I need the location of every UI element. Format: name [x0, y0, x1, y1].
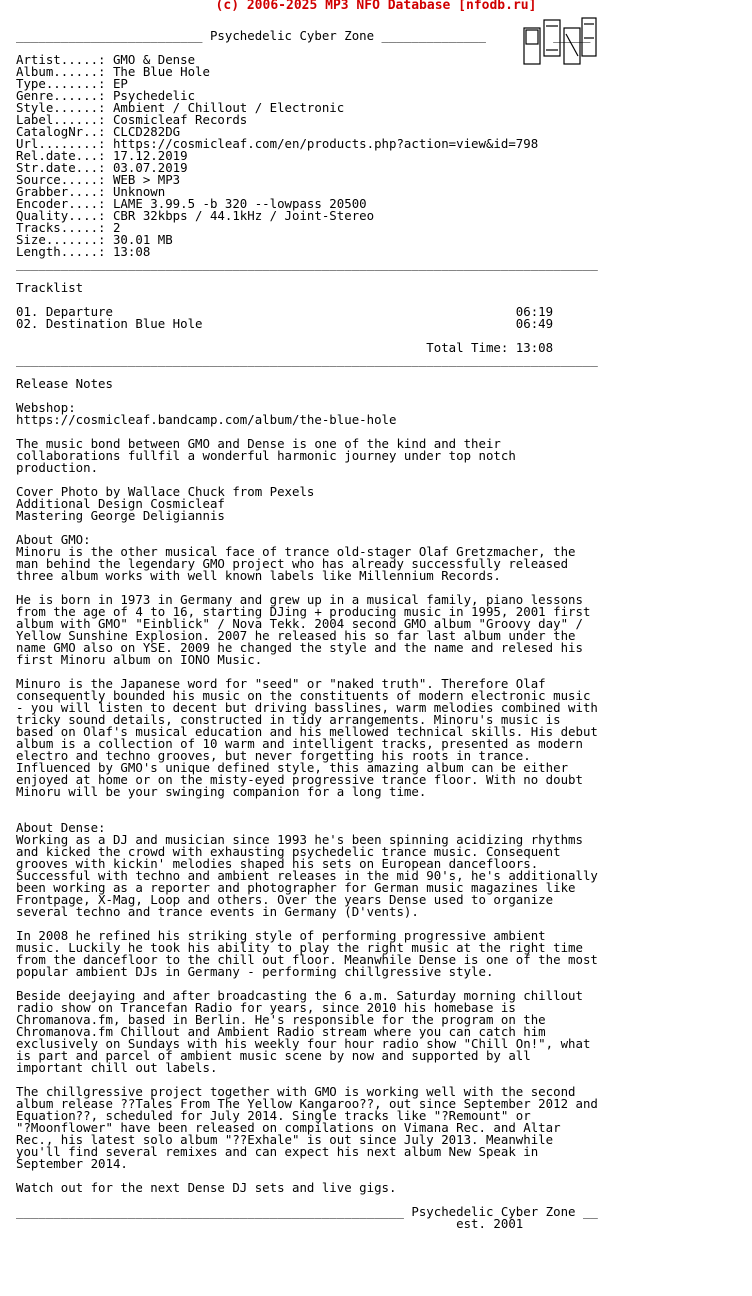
notes-line: In 2008 he refined his striking style of performing progressive ambient	[16, 928, 546, 943]
notes-line: Successful with techno and ambient releases in the mid 90's, he's additionally	[16, 868, 598, 883]
notes-line: is part and parcel of ambient music scene by now and supported by all	[16, 1048, 531, 1063]
notes-line: About Dense:	[16, 820, 106, 835]
footer-est: est. 2001	[16, 1216, 524, 1231]
notes-line: you'll find several remixes and can expect his next album New Speak in	[16, 1144, 539, 1159]
notes-line: enjoyed at home or on the misty-eyed progressive trance floor. With no doubt	[16, 772, 583, 787]
notes-line: from the age of 4 to 16, starting DJing + producing music in 1995, 2001 first	[16, 604, 591, 619]
info-line: Encoder....: LAME 3.99.5 -b 320 --lowpass 20500	[16, 196, 367, 211]
notes-line: Watch out for the next Dense DJ sets and live gigs.	[16, 1180, 397, 1195]
separator-rule: ______________________________________________________________________________	[16, 352, 598, 367]
separator-rule: ______________________________________________________________________________	[16, 256, 598, 271]
blank-line	[16, 522, 598, 534]
notes-line: Chromanova.fm Chillout and Ambient Radio stream where you can catch him	[16, 1024, 546, 1039]
notes-line: popular ambient DJs in Germany - performing chillgressive style.	[16, 964, 494, 979]
notes-line: Cover Photo by Wallace Chuck from Pexels	[16, 484, 315, 499]
notes-line: Minoru will be your swinging companion for a long time.	[16, 784, 427, 799]
notes-line: Yellow Sunshine Explosion. 2007 he released his so far last album under the	[16, 628, 576, 643]
blank-line	[16, 270, 598, 282]
notes-line: album with GMO" "Einblick" / Nova Tekk. 2004 second GMO album "Groovy day" /	[16, 616, 583, 631]
notes-line: consequently bounded his music on the constituents of modern electronic music	[16, 688, 591, 703]
nfo-document	[16, 18, 598, 1230]
info-line: Artist.....: GMO & Dense	[16, 52, 196, 67]
notes-line: and kicked the crowd with exhausting psychedelic trance music. Consequent	[16, 844, 561, 859]
notes-line: from the dancefloor to the chill out floor. Meanwhile Dense is one of the most	[16, 952, 598, 967]
notes-line: Beside deejaying and after broadcasting the 6 a.m. Saturday morning chillout	[16, 988, 583, 1003]
header-rule: _________________________ Psychedelic Cyber Zone ______________ _____	[16, 28, 591, 43]
notes-line: music. Luckily he took his ability to play the right music at the right time	[16, 940, 583, 955]
info-line: CatalogNr..: CLCD282DG	[16, 124, 181, 139]
notes-line: Webshop:	[16, 400, 76, 415]
notes-line: production.	[16, 460, 99, 475]
info-line: Source.....: WEB > MP3	[16, 172, 181, 187]
track-row: 02. Destination Blue Hole 06:49	[16, 316, 554, 331]
info-line: Rel.date...: 17.12.2019	[16, 148, 188, 163]
notes-line: Mastering George Deligiannis	[16, 508, 225, 523]
notes-line: three album works with well known labels like Millennium Records.	[16, 568, 501, 583]
notes-line: September 2014.	[16, 1156, 128, 1171]
footer-rule: ____________________________________________________ Psychedelic Cyber Zone __	[16, 1204, 598, 1219]
notes-line: Chromanova.fm, based in Berlin. He's responsible for the program on the	[16, 1012, 546, 1027]
notes-line: collaborations fullfil a wonderful harmonic journey under top notch	[16, 448, 516, 463]
info-line: Url........: https://cosmicleaf.com/en/products.php?action=view&id=798	[16, 136, 539, 151]
info-line: Grabber....: Unknown	[16, 184, 166, 199]
notes-line: Influenced by GMO's unique defined style, this amazing album can be either	[16, 760, 569, 775]
notes-line: important chill out labels.	[16, 1060, 218, 1075]
notes-line: several techno and trance events in Germany (D'vents).	[16, 904, 419, 919]
info-line: Genre......: Psychedelic	[16, 88, 196, 103]
info-line: Type.......: EP	[16, 76, 128, 91]
notes-line: grooves with kickin' melodies shaped his sets on European dancefloors.	[16, 856, 539, 871]
info-line: Length.....: 13:08	[16, 244, 151, 259]
info-line: Quality....: CBR 32kbps / 44.1kHz / Joint-Stereo	[16, 208, 375, 223]
notes-line: album release ??Tales From The Yellow Kangaroo??, out since September 2012 and	[16, 1096, 598, 1111]
notes-line: tricky sound details, constructed in tidy arrangements. Minoru's music is	[16, 712, 561, 727]
total-time: Total Time: 13:08	[16, 340, 554, 355]
info-line: Album......: The Blue Hole	[16, 64, 210, 79]
notes-line: "?Moonflower" have been released on compilations on Vimana Rec. and Altar	[16, 1120, 561, 1135]
tracklist-heading: Tracklist	[16, 280, 84, 295]
notes-line: radio show on Trancefan Radio for years, since 2010 his homebase is	[16, 1000, 516, 1015]
info-line: Size.......: 30.01 MB	[16, 232, 173, 247]
blank-line	[16, 390, 598, 402]
notes-line: The chillgressive project together with GMO is working well with the second	[16, 1084, 576, 1099]
notes-line: Minoru is the other musical face of trance old-stager Olaf Gretzmacher, the	[16, 544, 576, 559]
notes-line: man behind the legendary GMO project who has already successfully released	[16, 556, 569, 571]
notes-line: exclusively on Sundays with his weekly four hour radio show "Chill On!", what	[16, 1036, 591, 1051]
track-row: 01. Departure 06:19	[16, 304, 554, 319]
notes-line: Additional Design Cosmicleaf	[16, 496, 225, 511]
notes-line: Minuro is the Japanese word for "seed" or "naked truth". Therefore Olaf	[16, 676, 546, 691]
notes-line: Frontpage, X-Mag, Loop and others. Over the years Dense used to organize	[16, 892, 554, 907]
info-line: Label......: Cosmicleaf Records	[16, 112, 248, 127]
notes-line: electro and techno grooves, but never forgetting his roots in trance.	[16, 748, 531, 763]
pcz-logo	[522, 16, 598, 66]
notes-line: The music bond between GMO and Dense is one of the kind and their	[16, 436, 501, 451]
notes-line: first Minoru album on IONO Music.	[16, 652, 263, 667]
blank-line	[16, 798, 598, 810]
notes-line: Rec., his latest solo album "??Exhale" is out since July 2013. Meanwhile	[16, 1132, 554, 1147]
info-line: Tracks.....: 2	[16, 220, 121, 235]
site-banner: (c) 2006-2025 MP3 NFO Database [nfodb.ru]	[215, 0, 537, 13]
notes-heading: Release Notes	[16, 376, 113, 391]
info-line: Style......: Ambient / Chillout / Electronic	[16, 100, 345, 115]
notes-line: He is born in 1973 in Germany and grew up in a musical family, piano lessons	[16, 592, 583, 607]
notes-line: https://cosmicleaf.bandcamp.com/album/the-blue-hole	[16, 412, 397, 427]
notes-line: name GMO also on YSE. 2009 he changed the style and the name and relesed his	[16, 640, 583, 655]
notes-line: based on Olaf's musical education and his mellowed technical skills. His debut	[16, 724, 598, 739]
notes-line: album is a collection of 10 warm and intelligent tracks, presented as modern	[16, 736, 583, 751]
info-line: Str.date...: 03.07.2019	[16, 160, 188, 175]
notes-line: Equation??, scheduled for July 2014. Single tracks like "?Remount" or	[16, 1108, 531, 1123]
notes-line: Working as a DJ and musician since 1993 he's been spinning acidizing rhythms	[16, 832, 583, 847]
notes-line: About GMO:	[16, 532, 91, 547]
notes-line: been working as a reporter and photographer for German music magazines like	[16, 880, 576, 895]
notes-line: - you will listen to decent but driving basslines, warm melodies combined with	[16, 700, 598, 715]
